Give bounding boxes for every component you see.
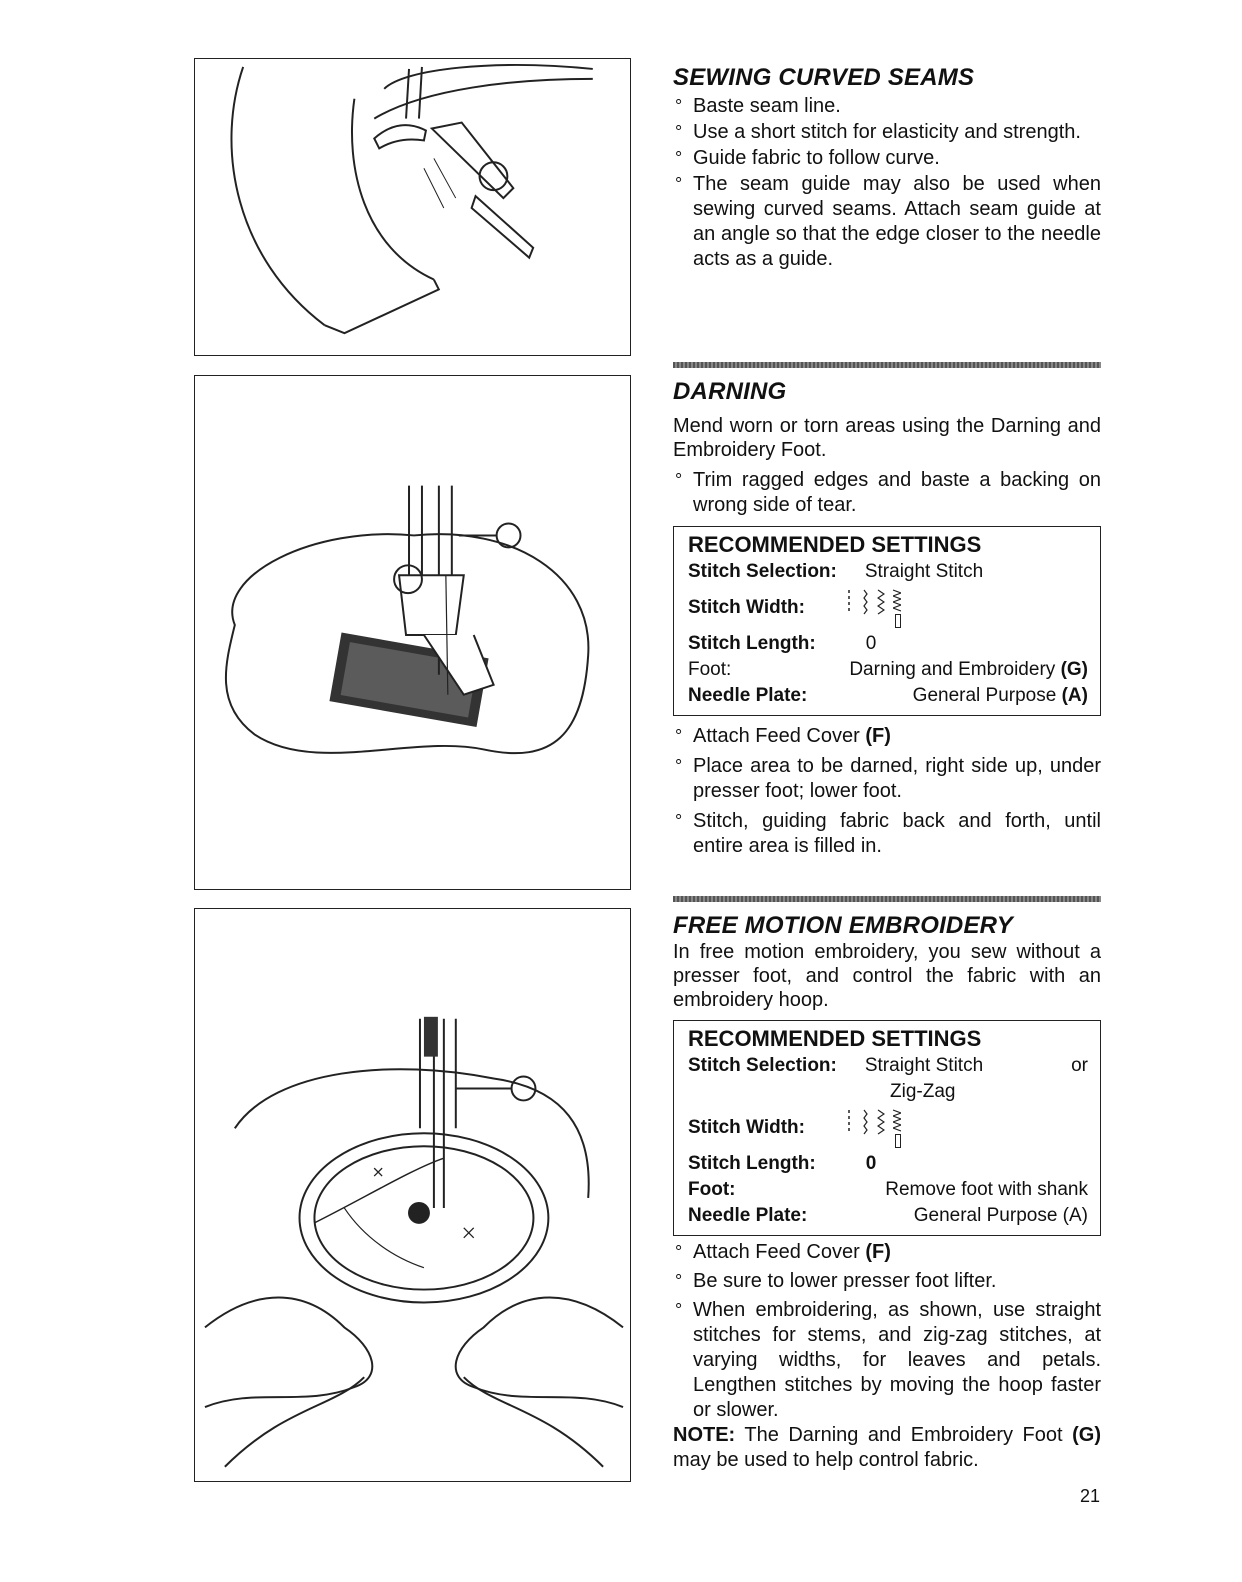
darning-illustration: [194, 375, 631, 890]
list-item: ° Use a short stitch for elasticity and strength.: [673, 120, 1101, 145]
settings-title: RECOMMENDED SETTINGS: [688, 1026, 982, 1051]
darning-section: [673, 378, 1101, 859]
darning-list: [673, 468, 1101, 518]
section-divider: [673, 362, 1101, 368]
list-item: ° Be sure to lower presser foot lifter.: [673, 1269, 1101, 1294]
foot-row: Foot: Darning and Embroidery (G): [688, 659, 1088, 680]
embroidery-intro: In free motion embroidery, you sew without a presser foot, and control the fabric with an embroidery hoop.: [673, 941, 1101, 1011]
darning-steps: [673, 724, 1101, 859]
list-item: ° Trim ragged edges and baste a backing on wrong side of tear.: [673, 468, 1101, 518]
needle-plate-row: Needle Plate: General Purpose (A): [688, 685, 1088, 706]
curved-seams-title: SEWING CURVED SEAMS: [673, 64, 975, 91]
stitch-width-row: Stitch Width:: [688, 1105, 1088, 1151]
curved-seam-illustration: [194, 58, 631, 356]
darning-settings-box: [673, 526, 1101, 716]
stitch-selection-row: Stitch Selection: Straight Stitch or: [688, 1055, 1088, 1076]
embroidery-note: NOTE: The Darning and Embroidery Foot (G) may be used to help control fabric.: [673, 1424, 1101, 1471]
needle-plate-row: Needle Plate: General Purpose (A): [688, 1205, 1088, 1226]
stitch-selection-row: Stitch Selection: Straight Stitch: [688, 561, 984, 582]
curved-seams-section: [673, 64, 1101, 273]
list-item: ° The seam guide may also be used when sewing curved seams. Attach seam guide at an angle so that the edge closer to the needle acts as a guide.: [673, 172, 1101, 272]
page-number: 21: [1080, 1486, 1101, 1506]
list-item: ° Guide fabric to follow curve.: [673, 146, 1101, 171]
stitch-width-icon: [845, 588, 901, 628]
list-item: ° Attach Feed Cover (F): [673, 724, 1101, 749]
list-item: ° Attach Feed Cover (F): [673, 1240, 1101, 1265]
embroidery-steps: [673, 1240, 1101, 1423]
stitch-length-row: Stitch Length: 0: [688, 633, 877, 654]
darning-intro: Mend worn or torn areas using the Darning and Embroidery Foot.: [673, 415, 1101, 461]
stitch-width-indicator: [895, 1134, 901, 1148]
curved-seams-list: [673, 94, 1101, 272]
stitch-width-icon: [845, 1108, 901, 1148]
list-item: ° When embroidering, as shown, use straight stitches for stems, and zig-zag stitches, at varying widths, for leaves and petals. Lengthen stitches by moving the hoop faster or slower.: [673, 1298, 1101, 1423]
section-divider: [673, 896, 1101, 902]
embroidery-settings-box: [673, 1020, 1101, 1236]
stitch-length-row: Stitch Length: 0: [688, 1153, 877, 1174]
settings-title: RECOMMENDED SETTINGS: [688, 532, 982, 557]
embroidery-section: [673, 912, 1101, 1473]
list-item: ° Baste seam line.: [673, 94, 1101, 119]
stitch-width-indicator: [895, 614, 901, 628]
embroidery-title: FREE MOTION EMBROIDERY: [673, 912, 1013, 939]
list-item: ° Stitch, guiding fabric back and forth, until entire area is filled in.: [673, 809, 1101, 859]
darning-title: DARNING: [673, 378, 787, 405]
stitch-width-row: Stitch Width:: [688, 585, 1088, 631]
list-item: ° Place area to be darned, right side up, under presser foot; lower foot.: [673, 754, 1101, 804]
stitch-selection-row-2: Zig-Zag: [890, 1081, 956, 1102]
foot-row: Foot: Remove foot with shank: [688, 1179, 1088, 1200]
embroidery-illustration: [194, 908, 631, 1482]
